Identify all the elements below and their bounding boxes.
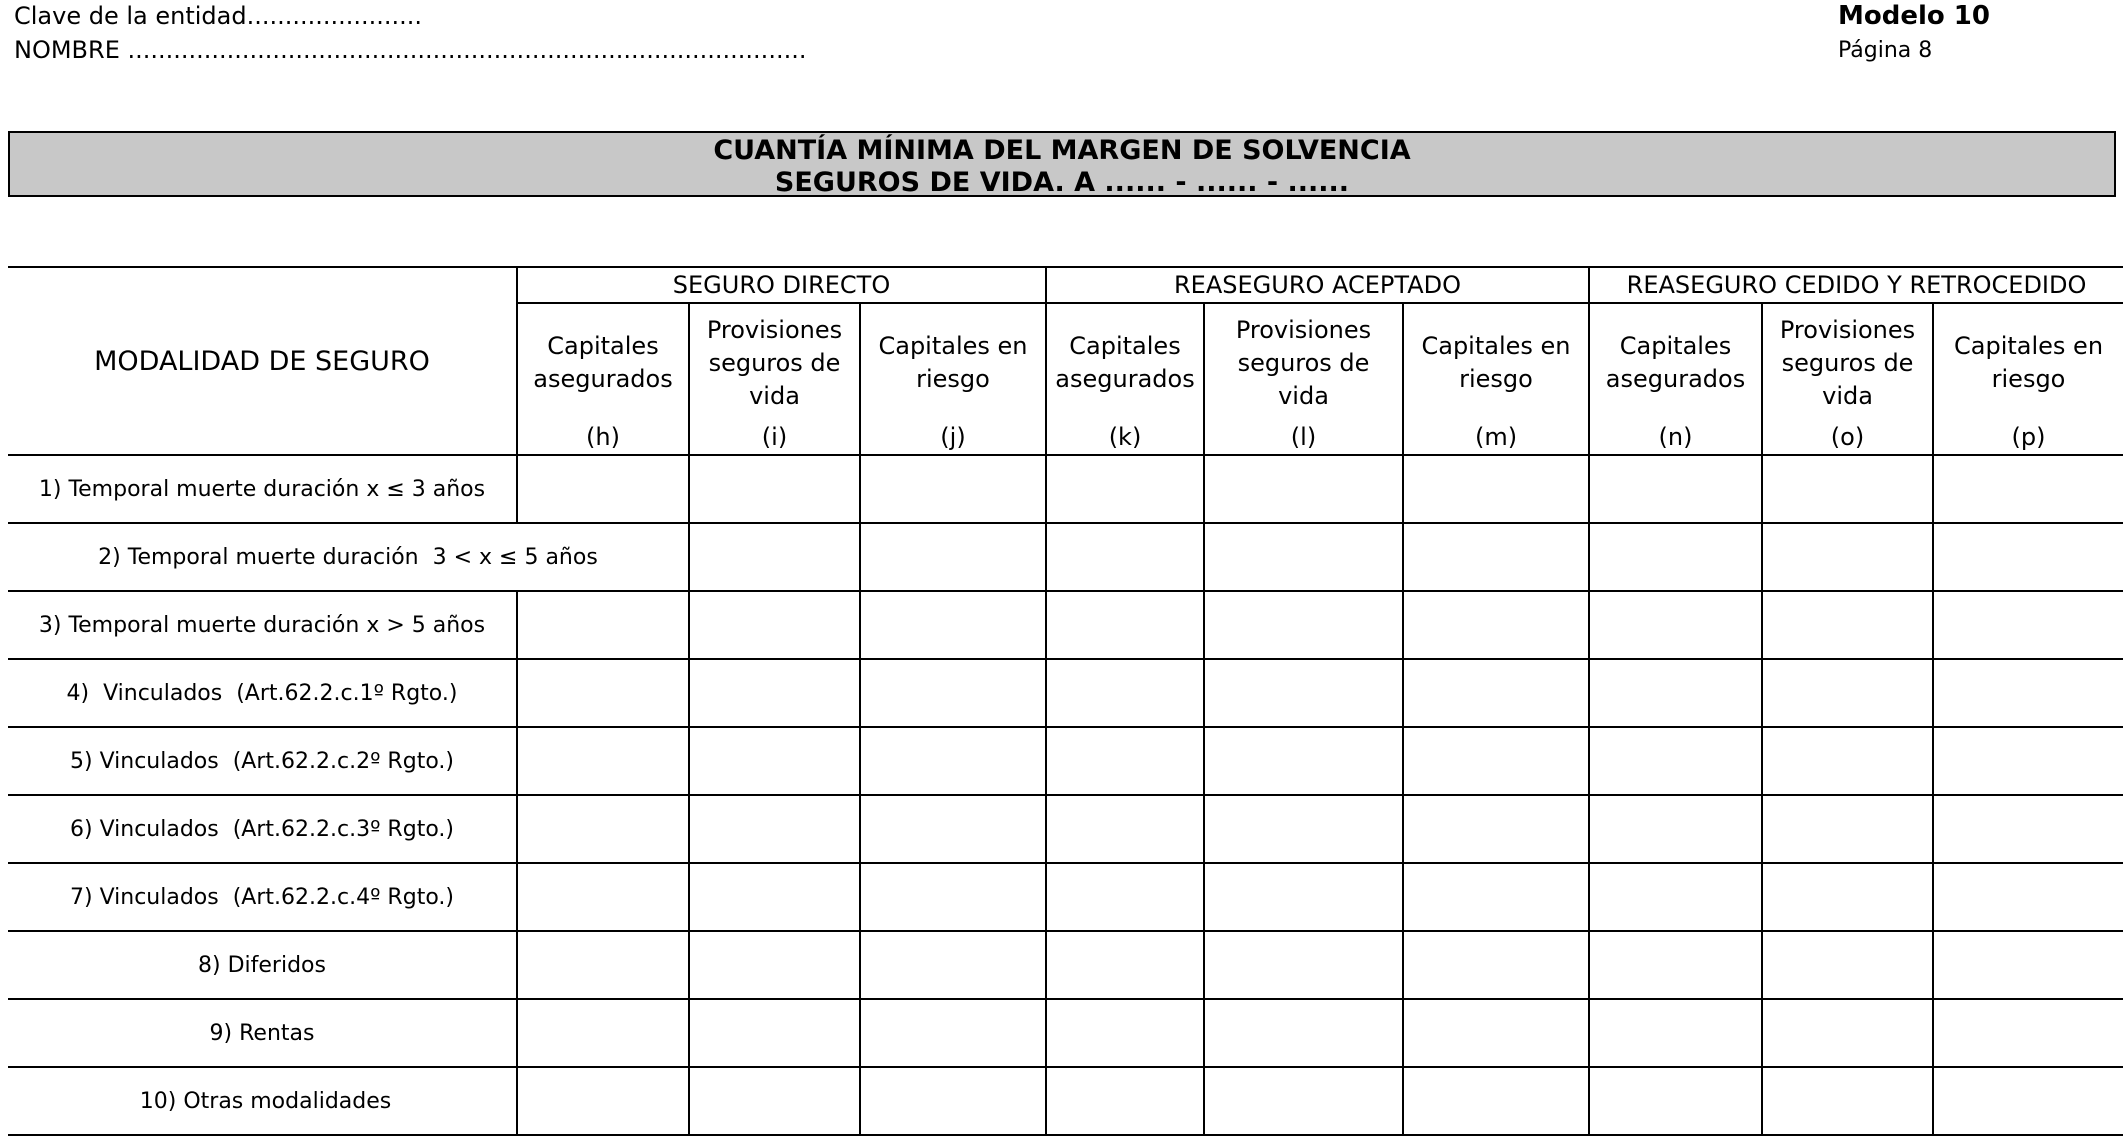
input-cell[interactable] (689, 455, 860, 523)
input-cell[interactable] (1046, 727, 1204, 795)
input-cell[interactable] (1933, 523, 2123, 591)
input-cell[interactable] (1762, 931, 1933, 999)
table-row (8, 455, 2123, 523)
input-cell[interactable] (860, 659, 1046, 727)
input-cell[interactable] (1589, 659, 1762, 727)
input-cell[interactable] (1403, 659, 1589, 727)
row-label: 6) Vinculados (Art.62.2.c.3º Rgto.) (8, 795, 517, 863)
input-cell[interactable] (1589, 863, 1762, 931)
column-letter: (h) (586, 423, 620, 451)
input-cell[interactable] (517, 591, 689, 659)
column-letter: (l) (1290, 423, 1317, 451)
input-cell[interactable] (860, 999, 1046, 1067)
column-label-line: riesgo (916, 365, 990, 393)
form-title-line2: SEGUROS DE VIDA. A ...... - ...... - ...... (774, 167, 1350, 198)
input-cell[interactable] (517, 455, 689, 523)
form-model-label: Modelo 10 (1838, 1, 1990, 31)
input-cell[interactable] (1046, 795, 1204, 863)
input-cell[interactable] (1933, 999, 2123, 1067)
input-cell[interactable] (1046, 591, 1204, 659)
input-cell[interactable] (689, 795, 860, 863)
input-cell[interactable] (517, 863, 689, 931)
column-label-line: Capitales (1069, 332, 1181, 360)
column-label-line: vida (749, 381, 800, 410)
input-cell[interactable] (1762, 863, 1933, 931)
input-cell[interactable] (689, 931, 860, 999)
column-letter: (m) (1474, 423, 1518, 451)
column-label-line: Capitales (1619, 332, 1732, 360)
input-cell[interactable] (689, 1067, 860, 1135)
column-label-line: asegurados (1055, 365, 1195, 393)
input-cell[interactable] (1403, 795, 1589, 863)
entity-code-line: Clave de la entidad....................... (14, 2, 423, 30)
input-cell[interactable] (689, 727, 860, 795)
column-letter: (i) (761, 423, 788, 451)
column-label-line: seguros de (1781, 348, 1914, 377)
table-row (8, 999, 2123, 1067)
column-header (1589, 303, 1762, 455)
input-cell[interactable] (1046, 455, 1204, 523)
group-seguro-directo: SEGURO DIRECTO (517, 267, 1046, 303)
input-cell[interactable] (1204, 795, 1403, 863)
input-cell[interactable] (689, 523, 860, 591)
column-letter: (k) (1108, 423, 1142, 451)
input-cell[interactable] (689, 659, 860, 727)
input-cell[interactable] (1403, 455, 1589, 523)
input-cell[interactable] (1762, 523, 1933, 591)
input-cell[interactable] (860, 931, 1046, 999)
input-cell[interactable] (1589, 999, 1762, 1067)
input-cell[interactable] (689, 591, 860, 659)
input-cell[interactable] (1589, 795, 1762, 863)
input-cell[interactable] (517, 999, 689, 1067)
input-cell[interactable] (1204, 999, 1403, 1067)
column-label-line: vida (1822, 381, 1873, 410)
input-cell[interactable] (517, 659, 689, 727)
form-title-line1: CUANTÍA MÍNIMA DEL MARGEN DE SOLVENCIA (713, 135, 1411, 166)
input-cell[interactable] (1204, 1067, 1403, 1135)
entity-name-line: NOMBRE ......................................................................................... (14, 36, 807, 64)
input-cell[interactable] (1046, 931, 1204, 999)
input-cell[interactable] (1046, 863, 1204, 931)
input-cell[interactable] (1589, 1067, 1762, 1135)
table-row (8, 931, 2123, 999)
input-cell[interactable] (1046, 1067, 1204, 1135)
input-cell[interactable] (1589, 523, 1762, 591)
input-cell[interactable] (1589, 591, 1762, 659)
column-label-line: Provisiones (1779, 315, 1916, 344)
input-cell[interactable] (1403, 863, 1589, 931)
column-header (1933, 303, 2123, 455)
row-label: 10) Otras modalidades (8, 1067, 517, 1135)
table-row (8, 795, 2123, 863)
input-cell[interactable] (1762, 727, 1933, 795)
column-label-line: seguros de (708, 348, 841, 377)
table-row (8, 523, 2123, 591)
row-label: 8) Diferidos (8, 931, 517, 999)
input-cell[interactable] (860, 523, 1046, 591)
row-header-modalidad: MODALIDAD DE SEGURO (8, 267, 517, 455)
input-cell[interactable] (1204, 727, 1403, 795)
input-cell[interactable] (689, 999, 860, 1067)
input-cell[interactable] (1762, 659, 1933, 727)
input-cell[interactable] (1403, 591, 1589, 659)
input-cell[interactable] (1204, 523, 1403, 591)
column-label-line: asegurados (1605, 365, 1746, 393)
column-label-line: Provisiones (1235, 315, 1372, 344)
input-cell[interactable] (1762, 1067, 1933, 1135)
row-label: 5) Vinculados (Art.62.2.c.2º Rgto.) (8, 727, 517, 795)
input-cell[interactable] (860, 727, 1046, 795)
column-header (1046, 303, 1204, 455)
input-cell[interactable] (1204, 455, 1403, 523)
column-label-line: riesgo (1991, 365, 2066, 393)
input-cell[interactable] (1762, 795, 1933, 863)
input-cell[interactable] (1933, 659, 2123, 727)
input-cell[interactable] (1403, 727, 1589, 795)
table-row (8, 659, 2123, 727)
input-cell[interactable] (1046, 999, 1204, 1067)
column-label-line: riesgo (1459, 365, 1533, 393)
column-header (860, 303, 1046, 455)
table-row (8, 591, 2123, 659)
input-cell[interactable] (517, 795, 689, 863)
input-cell[interactable] (1589, 727, 1762, 795)
input-cell[interactable] (1046, 659, 1204, 727)
column-label-line: vida (1278, 381, 1329, 410)
input-cell[interactable] (1933, 455, 2123, 523)
input-cell[interactable] (1204, 591, 1403, 659)
input-cell[interactable] (1933, 727, 2123, 795)
column-letter: (p) (2011, 423, 2046, 451)
column-header (1204, 303, 1403, 455)
input-cell[interactable] (1762, 455, 1933, 523)
page-number: Página 8 (1838, 38, 1933, 63)
input-cell[interactable] (1204, 863, 1403, 931)
input-cell[interactable] (1403, 523, 1589, 591)
input-cell[interactable] (1589, 931, 1762, 999)
column-label-line: Capitales en (878, 332, 1028, 360)
column-letter: (j) (940, 423, 966, 451)
column-header (1762, 303, 1933, 455)
group-reaseguro-cedido: REASEGURO CEDIDO Y RETROCEDIDO (1589, 267, 2123, 303)
row-label: 4) Vinculados (Art.62.2.c.1º Rgto.) (8, 659, 517, 727)
input-cell[interactable] (1403, 931, 1589, 999)
column-label-line: Capitales (547, 332, 659, 360)
column-header (689, 303, 860, 455)
input-cell[interactable] (1204, 931, 1403, 999)
column-letter: (n) (1658, 423, 1693, 451)
input-cell[interactable] (1046, 523, 1204, 591)
input-cell[interactable] (860, 795, 1046, 863)
row-label: 7) Vinculados (Art.62.2.c.4º Rgto.) (8, 863, 517, 931)
input-cell[interactable] (1933, 591, 2123, 659)
input-cell[interactable] (689, 863, 860, 931)
input-cell[interactable] (1403, 999, 1589, 1067)
input-cell[interactable] (1933, 863, 2123, 931)
column-label-line: Provisiones (706, 315, 843, 344)
table-row (8, 727, 2123, 795)
column-header (517, 303, 689, 455)
group-reaseguro-aceptado: REASEGURO ACEPTADO (1046, 267, 1589, 303)
column-header (1403, 303, 1589, 455)
column-label-line: Capitales en (1421, 332, 1571, 360)
input-cell[interactable] (860, 455, 1046, 523)
input-cell[interactable] (1762, 999, 1933, 1067)
row-label: 9) Rentas (8, 999, 517, 1067)
column-label-line: seguros de (1237, 348, 1370, 377)
input-cell[interactable] (1589, 455, 1762, 523)
table-row (8, 1067, 2123, 1135)
table-row (8, 863, 2123, 931)
input-cell[interactable] (1933, 1067, 2123, 1135)
row-label: 3) Temporal muerte duración x > 5 años (8, 591, 517, 659)
solvency-margin-table (8, 266, 2123, 1136)
input-cell[interactable] (517, 931, 689, 999)
input-cell[interactable] (1403, 1067, 1589, 1135)
column-label-line: Capitales en (1954, 332, 2104, 360)
input-cell[interactable] (1933, 795, 2123, 863)
row-label: 1) Temporal muerte duración x ≤ 3 años (8, 455, 517, 523)
input-cell[interactable] (517, 727, 689, 795)
group-header-row (8, 267, 2123, 303)
input-cell[interactable] (1933, 931, 2123, 999)
input-cell[interactable] (517, 1067, 689, 1135)
form-title-box (8, 131, 2116, 197)
input-cell[interactable] (1762, 591, 1933, 659)
column-label-line: asegurados (533, 365, 673, 393)
input-cell[interactable] (860, 591, 1046, 659)
input-cell[interactable] (1204, 659, 1403, 727)
column-letter: (o) (1830, 423, 1865, 451)
input-cell[interactable] (860, 863, 1046, 931)
row-label: 2) Temporal muerte duración 3 < x ≤ 5 años (8, 523, 689, 591)
input-cell[interactable] (860, 1067, 1046, 1135)
